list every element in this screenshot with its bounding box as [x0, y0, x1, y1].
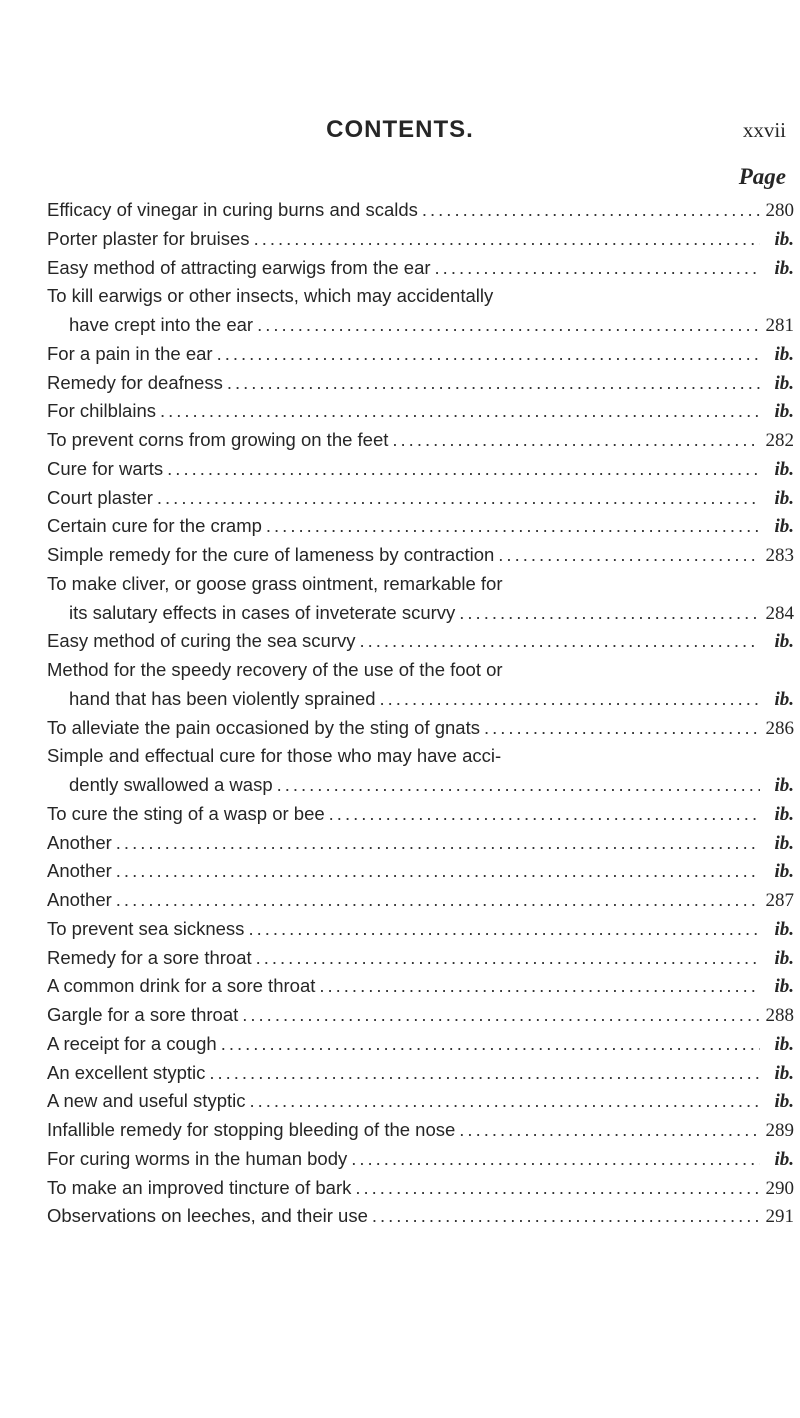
dot-leader [227, 369, 760, 398]
entry-page-number: ib. [774, 861, 794, 883]
entry-page-number: ib. [774, 1148, 794, 1170]
page-header [0, 116, 800, 150]
entry-title: An excellent styptic [47, 1061, 206, 1083]
dot-leader [157, 484, 760, 513]
entry-page-number: ib. [774, 947, 794, 969]
contents-entry [47, 196, 794, 225]
entry-title: To alleviate the pain occasioned by the sting of gnats [47, 716, 480, 738]
entry-page-number: ib. [774, 631, 794, 653]
dot-leader [422, 196, 760, 225]
dot-leader [257, 311, 760, 340]
entry-page-number: ib. [774, 458, 794, 480]
entry-page-number: 283 [765, 545, 794, 566]
entry-page-number: 284 [765, 602, 794, 624]
entry-title: Method for the speedy recovery of the use of the foot or [47, 659, 503, 680]
contents-entry [47, 455, 794, 484]
dot-leader [209, 1059, 760, 1088]
entry-page-number: ib. [774, 343, 794, 365]
entry-title: hand that has been violently sprained [69, 687, 376, 709]
contents-entry [47, 340, 794, 369]
entry-title: To prevent corns from growing on the feet [47, 429, 389, 450]
contents-entry [47, 541, 794, 570]
dot-leader [242, 1001, 760, 1030]
contents-entry [47, 915, 794, 944]
contents-list [47, 196, 794, 1231]
dot-leader [167, 455, 760, 484]
contents-entry [47, 225, 794, 254]
entry-title: Certain cure for the cramp [47, 515, 262, 537]
entry-page-number: ib. [774, 487, 794, 509]
entry-title: For a pain in the ear [47, 342, 213, 364]
contents-entry [47, 426, 794, 455]
entry-page-number: 291 [765, 1206, 794, 1228]
entry-page-number: ib. [774, 228, 794, 250]
dot-leader [256, 944, 760, 973]
dot-leader [359, 627, 760, 656]
entry-page-number: ib. [774, 1091, 794, 1113]
entry-title: Another [47, 831, 112, 853]
entry-page-number: ib. [774, 1062, 794, 1084]
entry-title: dently swallowed a wasp [69, 774, 273, 795]
entry-title: Court plaster [47, 486, 153, 508]
contents-entry [47, 886, 794, 915]
dot-leader [254, 225, 760, 254]
contents-entry [47, 1145, 794, 1174]
entry-title: Simple and effectual cure for those who may have acci- [47, 745, 502, 767]
dot-leader [248, 915, 760, 944]
contents-entry [47, 484, 794, 513]
dot-leader [459, 599, 760, 628]
contents-entry [47, 1001, 794, 1030]
contents-entry [47, 800, 794, 829]
dot-leader [116, 886, 760, 915]
entry-page-number: 286 [765, 717, 794, 739]
entry-page-number: 281 [765, 315, 794, 336]
dot-leader [116, 857, 760, 886]
entry-page-number: ib. [774, 688, 794, 710]
page-column-heading: Page [738, 164, 786, 189]
entry-page-number: 280 [765, 200, 794, 221]
dot-leader [498, 541, 760, 570]
entry-title: Efficacy of vinegar in curing burns and scalds [47, 199, 418, 220]
contents-entry [47, 1059, 794, 1088]
entry-title: A receipt for a cough [47, 1032, 217, 1054]
entry-page-number: ib. [774, 803, 794, 825]
entry-title: Infallible remedy for stopping bleeding of the nose [47, 1119, 456, 1140]
dot-leader [329, 800, 760, 829]
contents-entry [47, 1116, 794, 1145]
entry-title: Observations on leeches, and their use [47, 1205, 368, 1227]
contents-entry [47, 742, 794, 771]
entry-page-number: ib. [774, 1033, 794, 1055]
entry-title: Another [47, 889, 112, 910]
entry-title: Easy method of attracting earwigs from the ear [47, 256, 431, 278]
dot-leader [217, 340, 760, 369]
dot-leader [355, 1174, 760, 1203]
contents-entry [47, 829, 794, 858]
contents-entry [47, 714, 794, 743]
contents-entry [47, 1174, 794, 1203]
dot-leader [160, 397, 760, 426]
entry-title: Cure for warts [47, 457, 164, 479]
entry-title: To prevent sea sickness [47, 917, 245, 939]
dot-leader [392, 426, 760, 455]
contents-entry [47, 1087, 794, 1116]
entry-title: have crept into the ear [69, 314, 254, 335]
entry-page-number: 287 [765, 890, 794, 911]
dot-leader [249, 1087, 760, 1116]
entry-page-number: ib. [774, 976, 794, 998]
contents-entry [47, 1202, 794, 1231]
contents-entry [47, 944, 794, 973]
entry-page-number: ib. [774, 775, 794, 796]
entry-page-number: 289 [765, 1120, 794, 1141]
contents-entry [47, 771, 794, 800]
contents-entry [47, 972, 794, 1001]
entry-title: To make an improved tincture of bark [47, 1176, 352, 1198]
entry-title: Porter plaster for bruises [47, 227, 250, 249]
entry-page-number: ib. [774, 401, 794, 423]
dot-leader [266, 512, 760, 541]
entry-title: Remedy for deafness [47, 371, 223, 393]
dot-leader [459, 1116, 760, 1145]
entry-page-number: 288 [765, 1005, 794, 1026]
entry-title: its salutary effects in cases of inveterate scurvy [69, 601, 456, 623]
dot-leader [351, 1145, 760, 1174]
contents-entry [47, 397, 794, 426]
dot-leader [116, 829, 760, 858]
dot-leader [221, 1030, 760, 1059]
entry-page-number: 282 [765, 430, 794, 451]
entry-title: To cure the sting of a wasp or bee [47, 802, 325, 824]
entry-title: Simple remedy for the cure of lameness by contraction [47, 544, 495, 565]
running-title: CONTENTS. [326, 116, 474, 143]
dot-leader [319, 972, 760, 1001]
contents-entry [47, 254, 794, 283]
contents-entry [47, 685, 794, 714]
entry-page-number: ib. [774, 832, 794, 854]
contents-entry [47, 857, 794, 886]
entry-title: A common drink for a sore throat [47, 975, 316, 997]
page-number: xxvii [742, 118, 786, 142]
entry-page-number: ib. [774, 918, 794, 940]
contents-entry [47, 599, 794, 628]
entry-title: For chilblains [47, 400, 156, 422]
entry-title: Another [47, 860, 112, 882]
contents-entry [47, 311, 794, 340]
entry-title: For curing worms in the human body [47, 1147, 348, 1169]
dot-leader [372, 1202, 760, 1231]
contents-entry [47, 282, 794, 311]
entry-title: Easy method of curing the sea scurvy [47, 630, 356, 652]
contents-entry [47, 1030, 794, 1059]
entry-title: Remedy for a sore throat [47, 946, 252, 968]
contents-entry [47, 570, 794, 599]
entry-page-number: ib. [774, 516, 794, 538]
entry-page-number: 290 [765, 1177, 794, 1199]
dot-leader [277, 771, 760, 800]
contents-entry [47, 627, 794, 656]
entry-page-number: ib. [774, 372, 794, 394]
entry-title: A new and useful styptic [47, 1090, 246, 1112]
entry-title: Gargle for a sore throat [47, 1004, 239, 1025]
contents-entry [47, 512, 794, 541]
dot-leader [484, 714, 760, 743]
entry-title: To kill earwigs or other insects, which may accidentally [47, 285, 494, 307]
dot-leader [380, 685, 761, 714]
contents-entry [47, 369, 794, 398]
contents-entry [47, 656, 794, 685]
dot-leader [435, 254, 760, 283]
entry-page-number: ib. [774, 257, 794, 279]
entry-title: To make cliver, or goose grass ointment, remarkable for [47, 572, 503, 594]
